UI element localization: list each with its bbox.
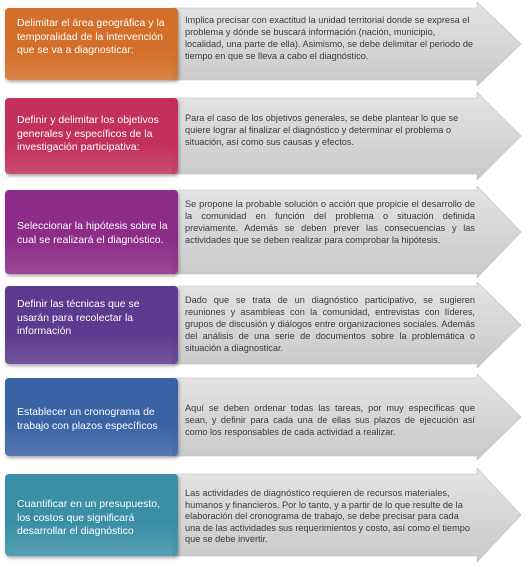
step-1-description: Implica precisar con exactitud la unidad territorial donde se expresa el problema y dónde se buscará información (nación, municipio, localidad, una parte de ella). Asimismo, se debe delimitar el periodo de tiempo en que se lleva a cabo el diagnóstico.	[185, 15, 474, 61]
step-1-title-box	[5, 8, 178, 80]
step-1-title: Delimitar el área geográfica y la temporalidad de la intervención que se va a diagnosticar:	[17, 17, 165, 56]
step-4-title-box	[5, 286, 178, 364]
step-2-description: Para el caso de los objetivos generales, se debe plantear lo que se quiere lograr al finalizar el diagnóstico y determinar el problema o situación, así como sus causas y efectos.	[185, 113, 459, 147]
step-6-description: Las actividades de diagnóstico requieren de recursos materiales, humanos y financieros. Por lo tanto, y a partir de lo que resulte de la elaboración del cronograma de trabajo, se debe precisar para cada una de las actividades sus requerimientos y costo, así como el tiempo que se debe invertir.	[185, 488, 470, 544]
step-4-description: Dado que se trata de un diagnóstico participativo, se sugieren reuniones y asambleas con la comunidad, entrevistas con líderes, grupos de discusión y diálogos entre organizaciones sociales. Además del análisis de una serie de documentos sobre la problemática o situación a diagnosticar.	[185, 295, 475, 353]
step-2-title-box	[5, 98, 178, 174]
step-5-description: Aquí se deben ordenar todas las tareas, por muy específicas que sean, y definir para cada una de ellas sus plazos de ejecución así como los responsables de cada actividad a realizar.	[185, 403, 475, 437]
step-3-title: Seleccionar la hipótesis sobre la cual se realizará el diagnóstico.	[17, 220, 168, 246]
step-4	[0, 282, 528, 368]
step-1	[0, 2, 528, 86]
step-4-title: Definir las técnicas que se usarán para recolectar la información	[17, 298, 140, 337]
step-6-title-box	[5, 474, 178, 556]
step-2	[0, 92, 528, 180]
step-5-title-box	[5, 378, 178, 456]
step-3-description: Se propone la probable solución o acción que propicie el desarrollo de la comunidad en función del problema o situación definida previamente. Además se deben prever las consecuencias y las actividades que se deben realizar para comprobar la hipótesis.	[185, 199, 475, 245]
step-5-title: Establecer un cronograma de trabajo con plazos específicos	[17, 406, 158, 432]
step-3	[0, 186, 528, 278]
step-3-title-box	[5, 190, 178, 274]
step-5	[0, 374, 528, 460]
step-6	[0, 468, 528, 562]
step-2-title: Definir y delimitar los objetivos generales y específicos de la investigación participativa:	[17, 114, 159, 153]
step-6-title: Cuantificar en un presupuesto, los costos que significará desarrollar el diagnóstico	[17, 498, 161, 537]
